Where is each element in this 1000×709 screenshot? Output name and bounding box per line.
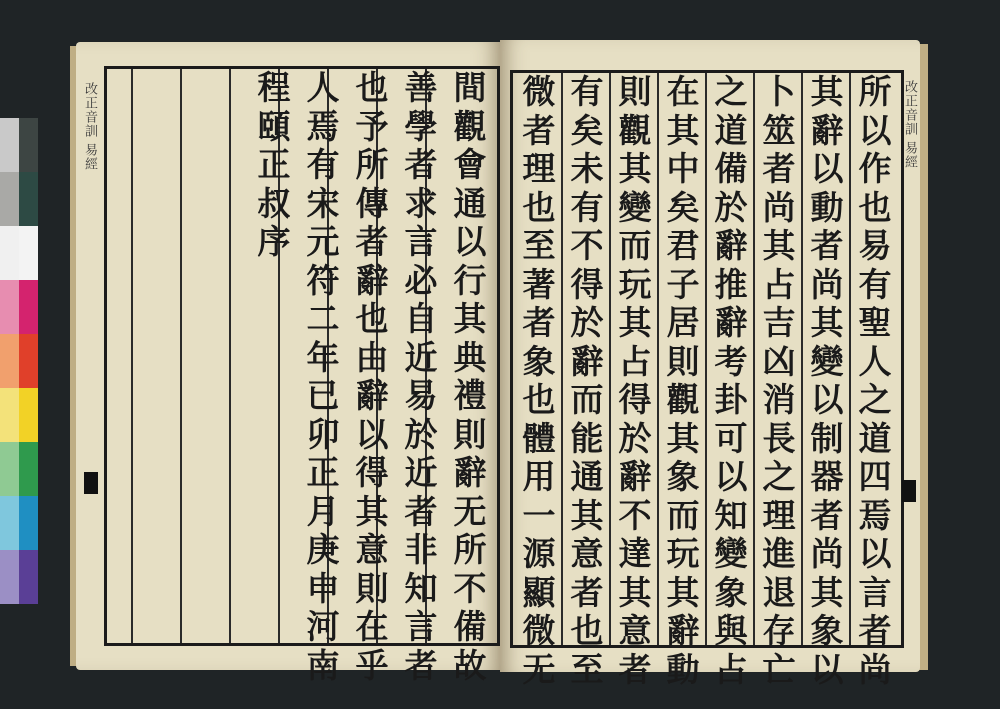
character: 以 <box>355 414 389 454</box>
character: 聖 <box>858 303 892 342</box>
character: 變 <box>714 534 748 573</box>
calibration-chip <box>0 118 19 172</box>
character: 言 <box>404 607 438 646</box>
character: 四 <box>858 457 892 496</box>
character: 矣 <box>570 110 604 150</box>
character: 有 <box>570 72 604 111</box>
character: 所 <box>355 145 389 184</box>
character: 也 <box>355 68 389 107</box>
character: 占 <box>714 649 748 689</box>
character: 之 <box>762 457 796 496</box>
character: 凶 <box>762 341 796 381</box>
character: 不 <box>453 568 487 608</box>
character: 无 <box>453 491 487 531</box>
character: 體 <box>522 418 556 458</box>
character: 以 <box>810 649 844 689</box>
character: 變 <box>618 187 652 227</box>
calibration-chip <box>0 442 19 496</box>
character: 言 <box>404 222 438 261</box>
character: 近 <box>404 453 438 492</box>
character: 於 <box>404 414 438 454</box>
character: 乎 <box>355 645 389 685</box>
character: 象 <box>810 611 844 650</box>
character: 也 <box>570 611 604 650</box>
character: 考 <box>714 341 748 381</box>
column-rule <box>229 69 231 643</box>
character: 人 <box>306 68 340 107</box>
column-rule <box>657 73 659 645</box>
character: 卯 <box>306 414 340 454</box>
character: 而 <box>570 380 604 419</box>
character: 消 <box>762 380 796 419</box>
character: 達 <box>618 534 652 573</box>
character: 象 <box>714 572 748 612</box>
character: 玩 <box>618 264 652 304</box>
character: 其 <box>810 303 844 342</box>
character: 意 <box>570 534 604 573</box>
character: 占 <box>618 341 652 381</box>
character: 正 <box>257 145 291 184</box>
character: 占 <box>762 264 796 304</box>
text-column-6 <box>613 72 657 689</box>
calibration-chip <box>0 226 19 280</box>
character: 已 <box>306 376 340 415</box>
character: 在 <box>355 607 389 646</box>
character: 也 <box>522 380 556 419</box>
text-column-4 <box>709 72 753 689</box>
character: 以 <box>858 110 892 150</box>
character: 其 <box>666 572 700 612</box>
character: 象 <box>522 341 556 381</box>
character: 易 <box>404 376 438 415</box>
character: 辭 <box>666 611 700 650</box>
character: 其 <box>810 72 844 111</box>
text-column-1 <box>853 72 897 689</box>
character: 通 <box>570 457 604 496</box>
character: 傳 <box>355 183 389 223</box>
character: 得 <box>355 453 389 492</box>
character: 以 <box>810 380 844 419</box>
character: 用 <box>522 457 556 496</box>
character: 必 <box>404 260 438 300</box>
character: 也 <box>355 299 389 338</box>
character: 之 <box>714 72 748 111</box>
character: 有 <box>570 187 604 227</box>
column-rule <box>705 73 707 645</box>
character: 筮 <box>762 110 796 150</box>
character: 者 <box>355 222 389 261</box>
character: 辭 <box>355 376 389 415</box>
character: 者 <box>522 110 556 150</box>
calibration-chip <box>0 496 19 550</box>
character: 焉 <box>306 106 340 146</box>
character: 可 <box>714 418 748 458</box>
character: 尚 <box>810 264 844 304</box>
character: 理 <box>522 149 556 188</box>
left-page <box>76 42 500 685</box>
character: 不 <box>570 226 604 265</box>
character: 至 <box>522 226 556 265</box>
character: 之 <box>858 380 892 419</box>
character: 動 <box>666 649 700 689</box>
character: 辭 <box>810 110 844 150</box>
character: 善 <box>404 68 438 107</box>
character: 頤 <box>257 106 291 146</box>
character: 庚 <box>306 530 340 569</box>
character: 有 <box>858 264 892 304</box>
character: 以 <box>810 149 844 188</box>
character: 所 <box>453 530 487 569</box>
calibration-chip <box>0 280 19 334</box>
character: 者 <box>618 649 652 689</box>
character: 不 <box>618 495 652 535</box>
character: 其 <box>762 226 796 265</box>
calibration-chip <box>19 280 38 334</box>
character: 其 <box>355 491 389 531</box>
column-rule <box>753 73 755 645</box>
open-book <box>70 36 930 689</box>
character: 辭 <box>714 303 748 342</box>
character: 意 <box>618 611 652 650</box>
character: 也 <box>522 187 556 227</box>
character: 進 <box>762 534 796 573</box>
character: 辭 <box>570 341 604 381</box>
character: 存 <box>762 611 796 650</box>
character: 宋 <box>306 183 340 223</box>
character: 人 <box>858 341 892 381</box>
character: 變 <box>810 341 844 381</box>
character: 辭 <box>355 260 389 300</box>
calibration-chip <box>19 118 38 172</box>
column-rule <box>561 73 563 645</box>
character: 近 <box>404 337 438 377</box>
character: 道 <box>858 418 892 458</box>
column-rule <box>131 69 133 643</box>
character: 通 <box>453 183 487 223</box>
character: 者 <box>810 495 844 535</box>
character: 觀 <box>453 106 487 146</box>
calibration-chip <box>19 226 38 280</box>
character: 申 <box>306 568 340 608</box>
character: 退 <box>762 572 796 612</box>
character: 能 <box>570 418 604 458</box>
character: 間 <box>453 68 487 107</box>
text-column-1 <box>448 68 492 685</box>
calibration-chip <box>19 442 38 496</box>
character: 於 <box>570 303 604 342</box>
character: 月 <box>306 491 340 531</box>
character: 吉 <box>762 303 796 342</box>
character: 推 <box>714 264 748 304</box>
character: 意 <box>355 530 389 569</box>
left-margin-title: 改正音訓 易經 <box>82 82 97 172</box>
text-column-8 <box>517 72 561 689</box>
character: 者 <box>570 572 604 612</box>
character: 微 <box>522 611 556 650</box>
fish-tail-mark <box>902 480 916 502</box>
character: 自 <box>404 299 438 338</box>
character: 會 <box>453 145 487 184</box>
character: 正 <box>306 453 340 492</box>
character: 年 <box>306 337 340 377</box>
text-column-3 <box>757 72 801 689</box>
character: 辭 <box>714 226 748 265</box>
character: 備 <box>714 149 748 188</box>
character: 无 <box>522 649 556 689</box>
character: 其 <box>453 299 487 338</box>
character: 矣 <box>666 187 700 227</box>
text-column-3 <box>350 68 394 685</box>
color-calibration-strip <box>0 118 38 604</box>
column-rule <box>849 73 851 645</box>
character: 知 <box>404 568 438 608</box>
calibration-chip <box>0 388 19 442</box>
character: 學 <box>404 106 438 146</box>
text-column-4 <box>301 68 345 685</box>
character: 叔 <box>257 183 291 223</box>
character: 而 <box>618 226 652 265</box>
character: 辭 <box>453 453 487 492</box>
character: 者 <box>404 645 438 685</box>
character: 者 <box>404 491 438 531</box>
character: 以 <box>858 534 892 573</box>
right-margin-title: 改正音訓 易經 <box>902 80 917 170</box>
character: 動 <box>810 187 844 227</box>
character: 者 <box>810 226 844 265</box>
character: 作 <box>858 149 892 188</box>
character: 也 <box>858 187 892 227</box>
calibration-chip <box>0 550 19 604</box>
character: 著 <box>522 264 556 304</box>
character: 則 <box>666 341 700 381</box>
character: 未 <box>570 149 604 188</box>
character: 辭 <box>618 457 652 496</box>
calibration-chip <box>19 550 38 604</box>
character: 尚 <box>810 534 844 573</box>
character: 觀 <box>666 380 700 419</box>
character: 亡 <box>762 649 796 689</box>
character: 顯 <box>522 572 556 612</box>
character: 行 <box>453 260 487 300</box>
character: 易 <box>858 226 892 265</box>
character: 象 <box>666 457 700 496</box>
character: 禮 <box>453 376 487 415</box>
character: 於 <box>618 418 652 458</box>
character: 其 <box>666 110 700 150</box>
character: 君 <box>666 226 700 265</box>
character: 以 <box>714 457 748 496</box>
character: 源 <box>522 534 556 573</box>
calibration-chip <box>0 334 19 388</box>
character: 中 <box>666 149 700 188</box>
left-page-frame <box>104 66 500 685</box>
character: 道 <box>714 110 748 150</box>
character: 者 <box>404 145 438 184</box>
character: 卦 <box>714 380 748 419</box>
character: 觀 <box>618 110 652 150</box>
character: 其 <box>618 572 652 612</box>
character: 則 <box>453 414 487 454</box>
character: 者 <box>858 611 892 650</box>
calibration-chip <box>19 334 38 388</box>
character: 言 <box>858 572 892 612</box>
character: 器 <box>810 457 844 496</box>
character: 求 <box>404 183 438 223</box>
character: 河 <box>306 607 340 646</box>
calibration-chip <box>0 172 19 226</box>
character: 尚 <box>762 187 796 227</box>
character: 尚 <box>858 649 892 689</box>
character: 者 <box>522 303 556 342</box>
character: 其 <box>810 572 844 612</box>
character: 在 <box>666 72 700 111</box>
character: 長 <box>762 418 796 458</box>
character: 所 <box>858 72 892 111</box>
character: 二 <box>306 299 340 338</box>
character: 玩 <box>666 534 700 573</box>
character: 知 <box>714 495 748 535</box>
character: 故 <box>453 645 487 685</box>
character: 理 <box>762 495 796 535</box>
character: 至 <box>570 649 604 689</box>
text-column-5 <box>252 69 296 643</box>
character: 則 <box>355 568 389 608</box>
text-column-7 <box>565 72 609 689</box>
column-rule <box>180 69 182 643</box>
character: 符 <box>306 260 340 300</box>
calibration-chip <box>19 496 38 550</box>
character: 居 <box>666 303 700 342</box>
character: 以 <box>453 222 487 261</box>
character: 於 <box>714 187 748 227</box>
character: 一 <box>522 495 556 535</box>
fish-tail-mark <box>84 472 98 494</box>
character: 其 <box>618 303 652 342</box>
text-column-2 <box>805 72 849 689</box>
character: 焉 <box>858 495 892 535</box>
character: 備 <box>453 607 487 646</box>
character: 者 <box>762 149 796 188</box>
character: 予 <box>355 106 389 146</box>
character: 得 <box>618 380 652 419</box>
column-rule <box>609 73 611 645</box>
character: 其 <box>666 418 700 458</box>
character: 有 <box>306 145 340 184</box>
column-rule <box>801 73 803 645</box>
right-page-frame <box>510 70 904 689</box>
calibration-chip <box>19 388 38 442</box>
character: 與 <box>714 611 748 650</box>
character: 程 <box>257 68 291 107</box>
right-page <box>500 40 920 689</box>
character: 南 <box>306 645 340 685</box>
character: 制 <box>810 418 844 458</box>
character: 而 <box>666 495 700 535</box>
text-column-5 <box>661 72 705 689</box>
character: 子 <box>666 264 700 304</box>
character: 其 <box>618 149 652 188</box>
character: 得 <box>570 264 604 304</box>
character: 非 <box>404 530 438 569</box>
character: 序 <box>257 222 291 261</box>
character: 由 <box>355 337 389 377</box>
character: 則 <box>618 72 652 111</box>
character: 其 <box>570 495 604 535</box>
character: 元 <box>306 222 340 261</box>
character: 卜 <box>762 72 796 111</box>
character: 微 <box>522 72 556 111</box>
calibration-chip <box>19 172 38 226</box>
text-column-2 <box>399 68 443 685</box>
character: 典 <box>453 337 487 377</box>
